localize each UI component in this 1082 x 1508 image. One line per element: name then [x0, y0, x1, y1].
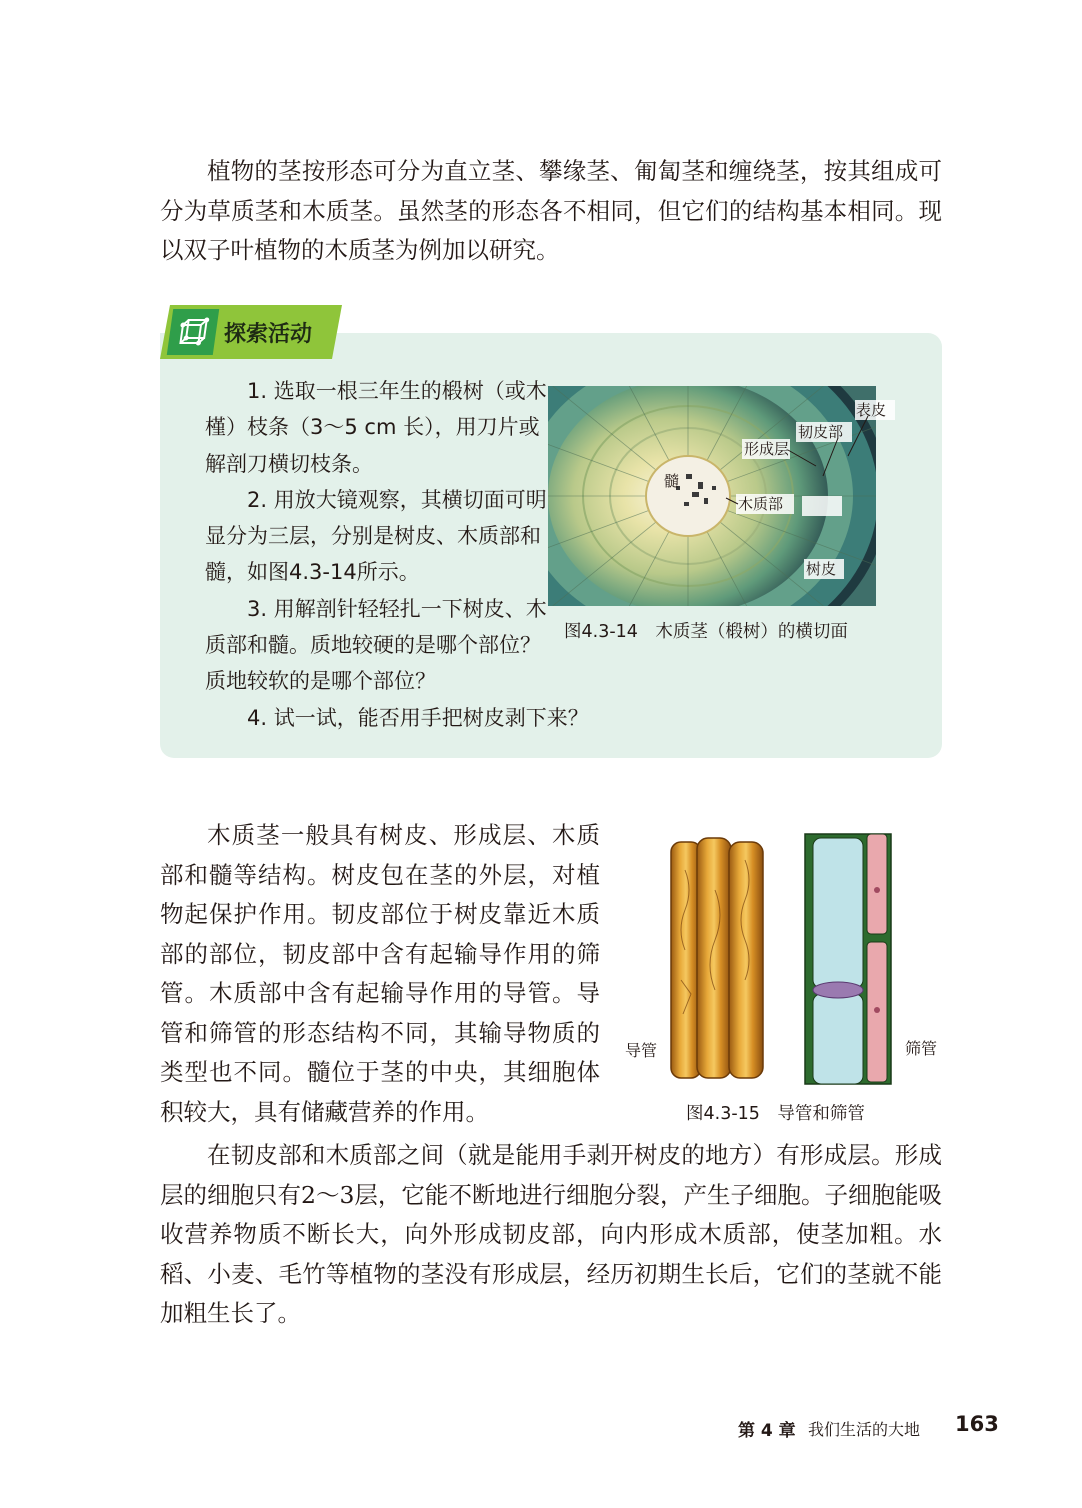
- explore-activity-tab: [160, 305, 342, 359]
- vessel-and-sieve-tube-figure: [625, 830, 945, 1086]
- sieve-tube-illustration: [805, 834, 891, 1084]
- label-phloem: 韧皮部: [798, 423, 844, 441]
- footer-chapter-number: 第 4 章: [738, 1421, 796, 1441]
- label-pith: 髓: [664, 472, 680, 490]
- intro-paragraph: 植物的茎按形态可分为直立茎、攀缘茎、匍匐茎和缠绕茎，按其组成可分为草质茎和木质茎。虽然茎的形态各不相同，但它们的结构基本相同。现以双子叶植物的木质茎为例加以研究。: [160, 157, 942, 264]
- vessel-illustration: [671, 838, 763, 1078]
- label-cambium: 形成层: [744, 440, 790, 458]
- explore-step-3: 3. 用解剖针轻轻扎一下树皮、木质部和髓。质地较硬的是哪个部位？质地较软的是哪个部位？: [205, 596, 547, 694]
- label-vessel: 导管: [625, 1041, 658, 1060]
- label-bark: 树皮: [806, 560, 837, 578]
- stem-cross-section-figure: [548, 386, 887, 606]
- label-epidermis: 表皮: [856, 401, 887, 419]
- explore-activity-title: 探索活动: [224, 322, 313, 347]
- figure-4-3-15-caption: 图4.3-15 导管和筛管: [686, 1104, 865, 1124]
- explore-step-2: 2. 用放大镜观察，其横切面可明显分为三层，分别是树皮、木质部和髓，如图4.3-14所示。: [205, 487, 547, 585]
- footer-chapter-title: 我们生活的大地: [808, 1420, 921, 1439]
- paragraph-cambium: 在韧皮部和木质部之间（就是能用手剥开树皮的地方）有形成层。形成层的细胞只有2～3层，它能不断地进行细胞分裂，产生子细胞。子细胞能吸收营养物质不断长大，向外形成韧皮部，向内形成木质部，使茎加粗。水稻、小麦、毛竹等植物的茎没有形成层，经历初期生长后，它们的茎就不能加粗生长了。: [160, 1141, 942, 1327]
- figure-4-3-14-caption: 图4.3-14 木质茎（椴树）的横切面: [564, 622, 848, 642]
- explore-step-4: 4. 试一试，能否用手把树皮剥下来？: [247, 705, 589, 730]
- label-sieve-tube: 筛管: [905, 1039, 938, 1058]
- explore-step-1: 1. 选取一根三年生的椴树（或木槿）枝条（3～5 cm 长），用刀片或解剖刀横切枝条。: [205, 379, 547, 476]
- label-xylem: 木质部: [738, 495, 784, 513]
- page-number: 163: [955, 1412, 999, 1436]
- cube-network-icon: [167, 309, 219, 355]
- paragraph-stem-structure: 木质茎一般具有树皮、形成层、木质部和髓等结构。树皮包在茎的外层，对植物起保护作用。韧皮部位于树皮靠近木质部的部位，韧皮部中含有起输导作用的筛管。木质部中含有起输导作用的导管。导管和筛管的形态结构不同，其输导物质的类型也不同。髓位于茎的中央，其细胞体积较大，具有储藏营养的作用。: [160, 821, 600, 1126]
- explore-activity-steps: [205, 373, 589, 736]
